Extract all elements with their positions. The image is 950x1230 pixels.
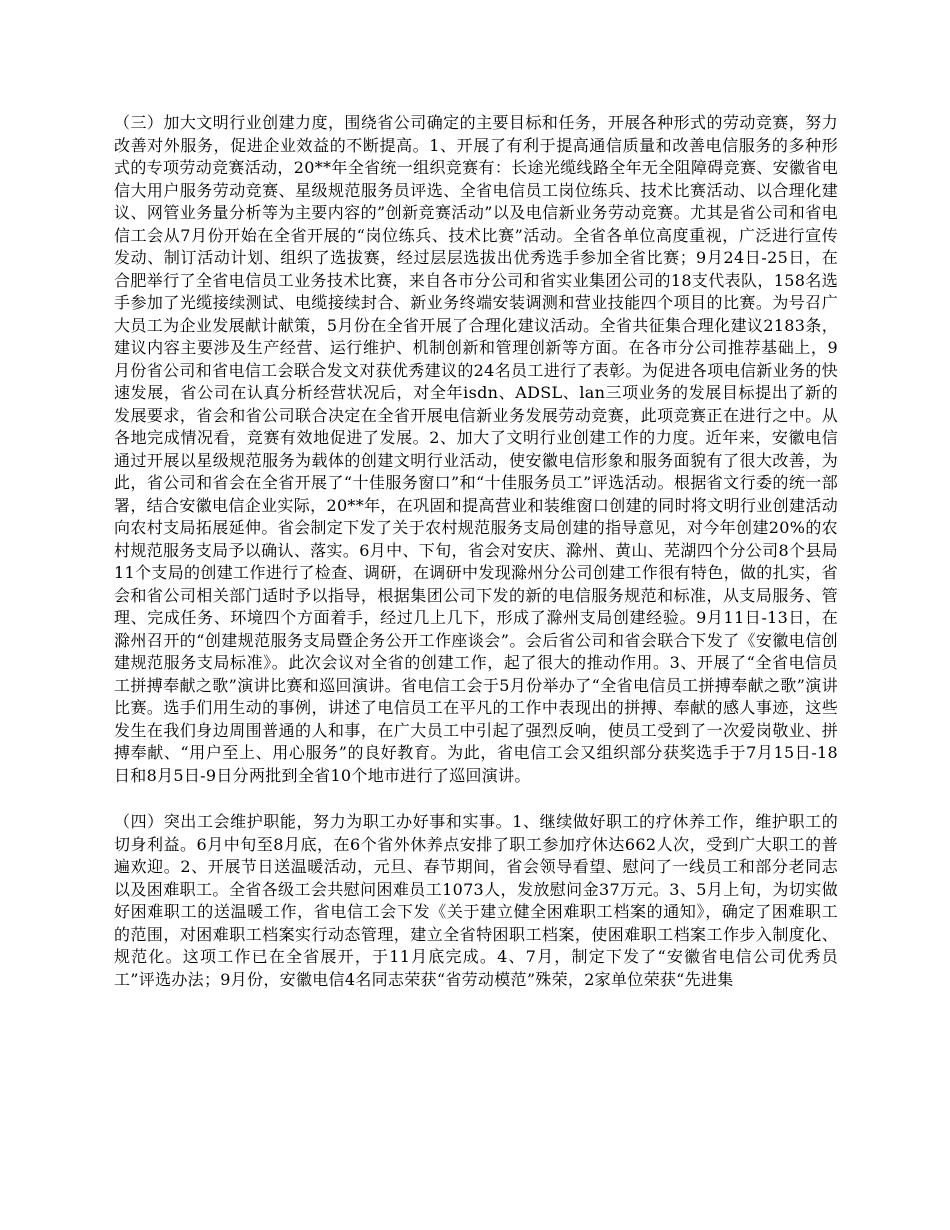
paragraph-section-4: （四）突出工会维护职能，努力为职工办好事和实事。1、继续做好职工的疗休养工作，维护职工的切身利益。6月中旬至8月底，在6个省外休养点安排了职工参加疗休达662人次，受到广大职工的普遍欢迎。2、开展节日送温暖活动，元旦、春节期间，省会领导看望、慰问了一线员工和部分老同志以及困难职工。全省各级工会共慰问困难员工1073人，发放慰问金37万元。3、5月上旬，为切实做好困难职工的送温暖工作，省电信工会下发《关于建立健全困难职工档案的通知》，确定了困难职工的范围，对困难职工档案实行动态管理，建立全省特困职工档案，使困难职工档案工作步入制度化、规范化。这项工作已在全省展开，于11月底完成。4、7月，制定下发了“安徽省电信公司优秀员工”评选办法；9月份，安徽电信4名同志荣获“省劳动模范”殊荣，2家单位荣获“先进集 [114, 812, 838, 989]
document-page [114, 112, 838, 991]
paragraph-section-3: （三）加大文明行业创建力度，围绕省公司确定的主要目标和任务，开展各种形式的劳动竞赛，努力改善对外服务，促进企业效益的不断提高。1、开展了有利于提高通信质量和改善电信服务的多种形式的专项劳动竞赛活动，20**年全省统一组织竞赛有：长途光缆线路全年无全阻障碍竞赛、安徽省电信大用户服务劳动竞赛、星级规范服务员评选、全省电信员工岗位练兵、技术比赛活动、以合理化建议、网管业务量分析等为主要内容的”创新竞赛活动”以及电信新业务劳动竞赛。尤其是省公司和省电信工会从7月份开始在全省开展的“岗位练兵、技术比赛”活动。全省各单位高度重视，广泛进行宣传发动、制订活动计划、组织了选拔赛，经过层层选拔出优秀选手参加全省比赛；9月24日-25日，在合肥举行了全省电信员工业务技术比赛，来自各市分公司和省实业集团公司的18支代表队，158名选手参加了光缆接续测试、电缆接续封合、新业务终端安装调测和营业技能四个项目的比赛。为号召广大员工为企业发展献计献策，5月份在全省开展了合理化建议活动。全省共征集合理化建议2183条，建议内容主要涉及生产经营、运行维护、机制创新和管理创新等方面。在各市分公司推荐基础上，9月份省公司和省电信工会联合发文对获优秀建议的24名员工进行了表彰。为促进各项电信新业务的快速发展，省公司在认真分析经营状况后，对全年isdn、ADSL、lan三项业务的发展目标提出了新的发展要求，省会和省公司联合决定在全省开展电信新业务发展劳动竞赛，此项竞赛正在进行之中。从各地完成情况看，竞赛有效地促进了发展。2、加大了文明行业创建工作的力度。近年来，安徽电信通过开展以星级规范服务为载体的创建文明行业活动，使安徽电信形象和服务面貌有了很大改善，为此，省公司和省会在全省开展了“十佳服务窗口”和“十佳服务员工”评选活动。根据省文行委的统一部署，结合安徽电信企业实际，20**年，在巩固和提高营业和装维窗口创建的同时将文明行业创建活动向农村支局拓展延伸。省会制定下发了关于农村规范服务支局创建的指导意见，对今年创建20%的农村规范服务支局予以确认、落实。6月中、下旬，省会对安庆、滁州、黄山、芜湖四个分公司8个县局11个支局的创建工作进行了检查、调研，在调研中发现滁州分公司创建工作很有特色，做的扎实，省会和省公司相关部门适时予以指导，根据集团公司下发的新的电信服务规范和标准，从支局服务、管理、完成任务、环境四个方面着手，经过几上几下，形成了滁州支局创建经验。9月11日-13日，在滁州召开的“创建规范服务支局暨企务公开工作座谈会”。会后省公司和省会联合下发了《安徽电信创建规范服务支局标准》。此次会议对全省的创建工作，起了很大的推动作用。3、开展了“全省电信员工拼搏奉献之歌”演讲比赛和巡回演讲。省电信工会于5月份举办了“全省电信员工拼搏奉献之歌”演讲比赛。选手们用生动的事例，讲述了电信员工在平凡的工作中表现出的拼搏、奉献的感人事迹，这些发生在我们身边周围普通的人和事，在广大员工中引起了强烈反响，使员工受到了一次爱岗敬业、拼搏奉献、“用户至上、用心服务”的良好教育。为此，省电信工会又组织部分获奖选手于7月15日-18日和8月5日-9日分两批到全省10个地市进行了巡回演讲。 [114, 113, 838, 785]
paragraph-spacer [114, 787, 838, 811]
